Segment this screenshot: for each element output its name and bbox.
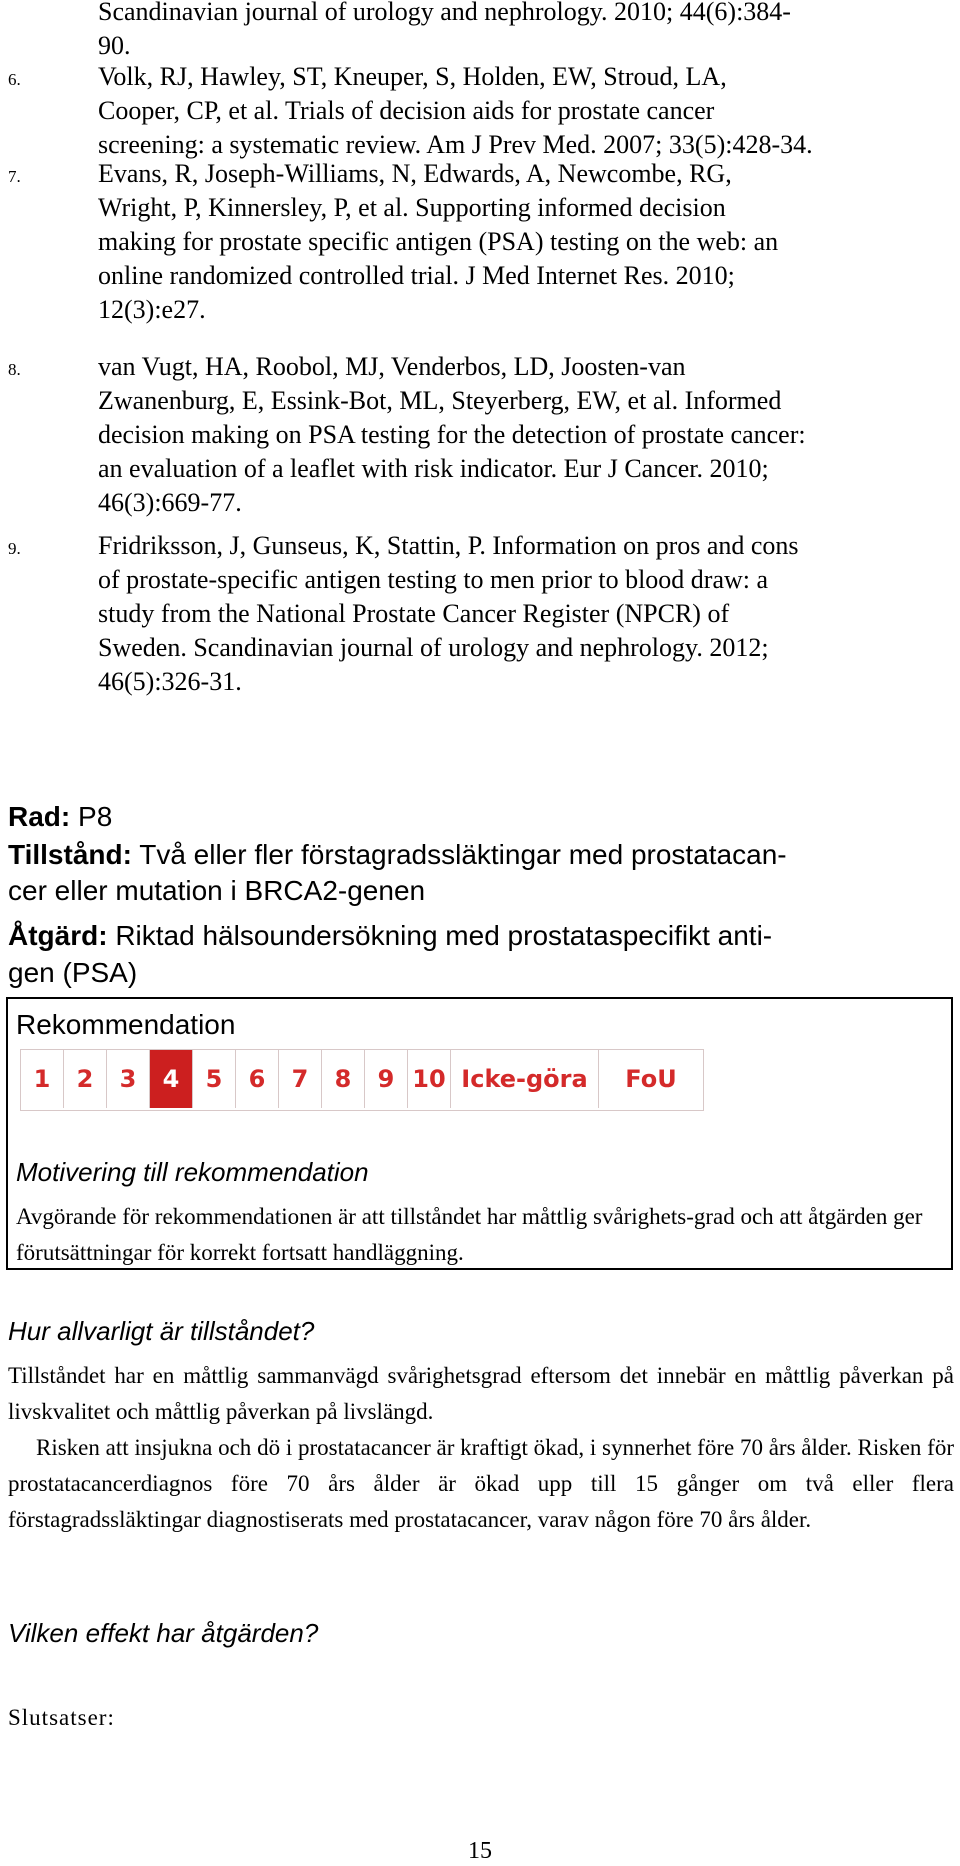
reference-text-line: Zwanenburg, E, Essink-Bot, ML, Steyerberg, EW, et al. Informed <box>98 386 782 415</box>
motivation-title: Motivering till rekommendation <box>16 1157 369 1187</box>
reference-text-line: making for prostate specific antigen (PSA) testing on the web: an <box>98 227 779 256</box>
effect-question: Vilken effekt har åtgärden? <box>8 1618 319 1648</box>
scale-cell-5: 5 <box>193 1050 236 1108</box>
reference-text-line: Fridriksson, J, Gunseus, K, Stattin, P. Information on pros and cons <box>98 531 799 560</box>
reference-number: 7. <box>8 167 21 186</box>
scale-cell-10: 10 <box>408 1050 451 1108</box>
condition-heading-cont: cer eller mutation i BRCA2-genen <box>8 875 426 906</box>
row-value: P8 <box>70 801 113 832</box>
reference-text-line: Cooper, CP, et al. Trials of decision aids for prostate cancer <box>98 96 715 125</box>
severity-paragraph: Risken att insjukna och dö i prostatacancer är kraftigt ökad, i synnerhet före 70 års ålder. Risken för prostatacancerdiagnos före 70 års ålder är ökad upp till 15 gånger om två eller flera förstagradssläktingar diagnostiserats med prostatacancer, varav någon före 70 års ålder. <box>8 1435 954 1532</box>
row-label: Rad: <box>8 801 71 832</box>
reference-number: 9. <box>8 539 21 558</box>
reference-text-line: Volk, RJ, Hawley, ST, Kneuper, S, Holden, EW, Stroud, LA, <box>98 62 727 91</box>
severity-question: Hur allvarligt är tillståndet? <box>8 1316 315 1346</box>
reference-text-line: 46(5):326-31. <box>98 667 242 696</box>
recommendation-scale <box>20 1049 704 1111</box>
reference-text-line: 90. <box>98 31 131 60</box>
reference-text-line: van Vugt, HA, Roobol, MJ, Venderbos, LD, Joosten-van <box>98 352 686 381</box>
reference-text-line: of prostate-specific antigen testing to men prior to blood draw: a <box>98 565 769 594</box>
reference-number: 8. <box>8 360 21 379</box>
action-heading <box>8 917 772 955</box>
reference-text-line: online randomized controlled trial. J Med Internet Res. 2010; <box>98 261 735 290</box>
reference-text-line: an evaluation of a leaflet with risk indicator. Eur J Cancer. 2010; <box>98 454 769 483</box>
reference-text-line: Evans, R, Joseph-Williams, N, Edwards, A, Newcombe, RG, <box>98 159 732 188</box>
reference-text-line: study from the National Prostate Cancer Register (NPCR) of <box>98 599 730 628</box>
reference-text-line: Sweden. Scandinavian journal of urology and nephrology. 2012; <box>98 633 769 662</box>
scale-cell-icke-göra: Icke-göra <box>451 1050 599 1108</box>
scale-cell-1: 1 <box>21 1050 64 1108</box>
reference-text-line: decision making on PSA testing for the detection of prostate cancer: <box>98 420 806 449</box>
scale-cell-9: 9 <box>365 1050 408 1108</box>
reference-text-line: screening: a systematic review. Am J Prev Med. 2007; 33(5):428-34. <box>98 130 813 159</box>
motivation-text: Avgörande för rekommendationen är att tillståndet har måttlig svårighets-grad och att åtgärden ger förutsättningar för korrekt fortsatt handläggning. <box>16 1204 923 1265</box>
conclusions-label: Slutsatser: <box>8 1705 115 1730</box>
reference-text-line: 12(3):e27. <box>98 295 206 324</box>
reference-number: 6. <box>8 70 21 89</box>
action-label: Åtgärd: <box>8 920 108 951</box>
reference-text-line: Wright, P, Kinnersley, P, et al. Supporting informed decision <box>98 193 726 222</box>
scale-cell-fou: FoU <box>625 1065 677 1093</box>
scale-cell-3: 3 <box>107 1050 150 1108</box>
action-heading-cont: gen (PSA) <box>8 957 138 988</box>
condition-text-line: Två eller fler förstagradssläktingar med prostatacan- <box>131 839 787 870</box>
scale-cell-4: 4 <box>150 1050 193 1108</box>
scale-cell-2: 2 <box>64 1050 107 1108</box>
recommendation-title: Rekommendation <box>16 1009 236 1040</box>
recommendation-box <box>6 997 953 1270</box>
scale-cell-7: 7 <box>279 1050 322 1108</box>
page-number: 15 <box>468 1838 492 1864</box>
severity-paragraph: Tillståndet har en måttlig sammanvägd svårighetsgrad eftersom det innebär en måttlig påverkan på livskvalitet och måttlig påverkan på livslängd. <box>8 1363 954 1424</box>
reference-text-line: Scandinavian journal of urology and nephrology. 2010; 44(6):384- <box>98 0 791 26</box>
action-text-line: Riktad hälsoundersökning med prostataspecifikt anti- <box>107 920 773 951</box>
scale-cell-8: 8 <box>322 1050 365 1108</box>
reference-text-line: 46(3):669-77. <box>98 488 242 517</box>
scale-cell-6: 6 <box>236 1050 279 1108</box>
condition-label: Tillstånd: <box>8 839 132 870</box>
condition-heading <box>8 836 787 874</box>
row-heading <box>8 798 112 836</box>
